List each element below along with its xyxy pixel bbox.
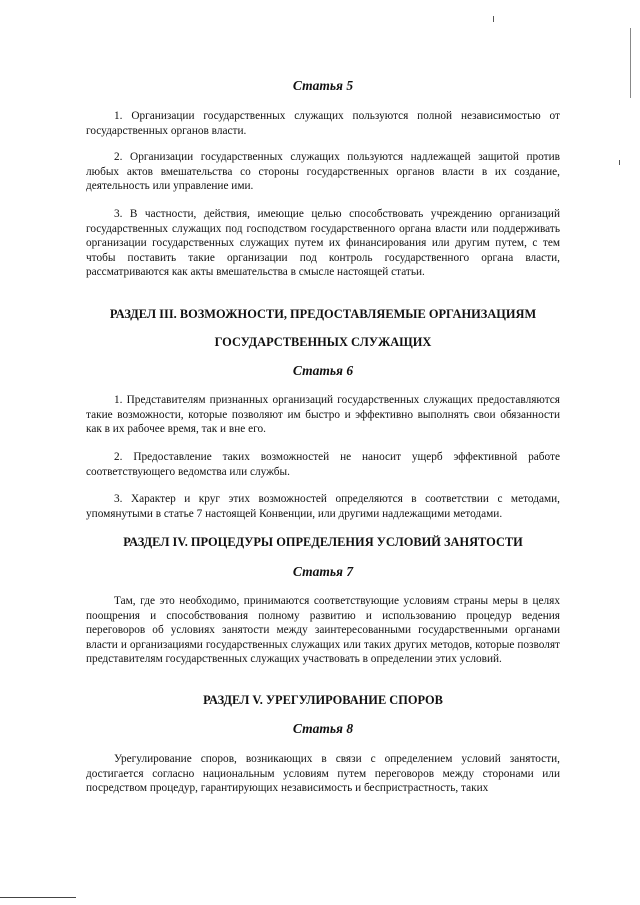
article-5-paragraph-3: 3. В частности, действия, имеющие целью способствовать учреждению организаций государственных служащих под господством государственного органа власти или поддерживать организации государственных служащих путем их финансирования или другим путем, с тем чтобы поставить такие организации под контроль государственного органа власти, рассматриваются как акты вмешательства в смысле настоящей статьи. [86, 208, 560, 279]
article-6-paragraph-3: 3. Характер и круг этих возможностей определяются в соответствии с методами, упомянутыми в статье 7 настоящей Конвенции, или другими надлежащими методами. [86, 493, 560, 520]
article-6-heading: Статья 6 [292, 363, 354, 378]
section-5-heading: РАЗДЕЛ V. УРЕГУЛИРОВАНИЕ СПОРОВ [203, 693, 443, 707]
article-7-heading: Статья 7 [292, 564, 354, 579]
article-5-paragraph-2: 2. Организации государственных служащих пользуются надлежащей защитой против любых актов вмешательства со стороны государственных органов власти в их создание, деятельность или управление ими. [86, 151, 560, 193]
article-8-heading: Статья 8 [292, 721, 354, 736]
section-4-heading: РАЗДЕЛ IV. ПРОЦЕДУРЫ ОПРЕДЕЛЕНИЯ УСЛОВИЙ ЗАНЯТОСТИ [123, 535, 523, 549]
section-3-heading-line-2: ГОСУДАРСТВЕННЫХ СЛУЖАЩИХ [214, 335, 432, 349]
article-5-heading: Статья 5 [292, 78, 354, 93]
scan-mark-right-tick [619, 160, 620, 165]
article-7-paragraph-1: Там, где это необходимо, принимаются соответствующие условиям страны меры в целях поощрения и способствования полному развитию и использованию процедур ведения переговоров об условиях занятости между заинтересованными государственными органами власти и организациями государственных служащих или таких других методов, которые позволят представителям государственных служащих участвовать в определении этих условий. [86, 595, 560, 666]
scan-mark-bottom-left [0, 897, 76, 898]
article-5-paragraph-1: 1. Организации государственных служащих пользуются полной независимостью от государственных органов власти. [86, 110, 560, 137]
section-3-heading-line-1: РАЗДЕЛ III. ВОЗМОЖНОСТИ, ПРЕДОСТАВЛЯЕМЫЕ ОРГАНИЗАЦИЯМ [109, 307, 537, 321]
article-6-paragraph-1: 1. Представителям признанных организаций государственных служащих предоставляются такие возможности, которые позволяют им быстро и эффективно выполнять свои обязанности как в их рабочее время, так и вне его. [86, 394, 560, 436]
scan-mark-right-edge [630, 28, 631, 98]
article-6-paragraph-2: 2. Предоставление таких возможностей не наносит ущерб эффективной работе соответствующего ведомства или службы. [86, 451, 560, 478]
article-8-paragraph-1: Урегулирование споров, возникающих в связи с определением условий занятости, достигается согласно национальным условиям путем переговоров между сторонами или посредством процедур, гарантирующих независимость и беспристрастность, таких [86, 753, 560, 795]
scan-mark-top [493, 16, 494, 22]
